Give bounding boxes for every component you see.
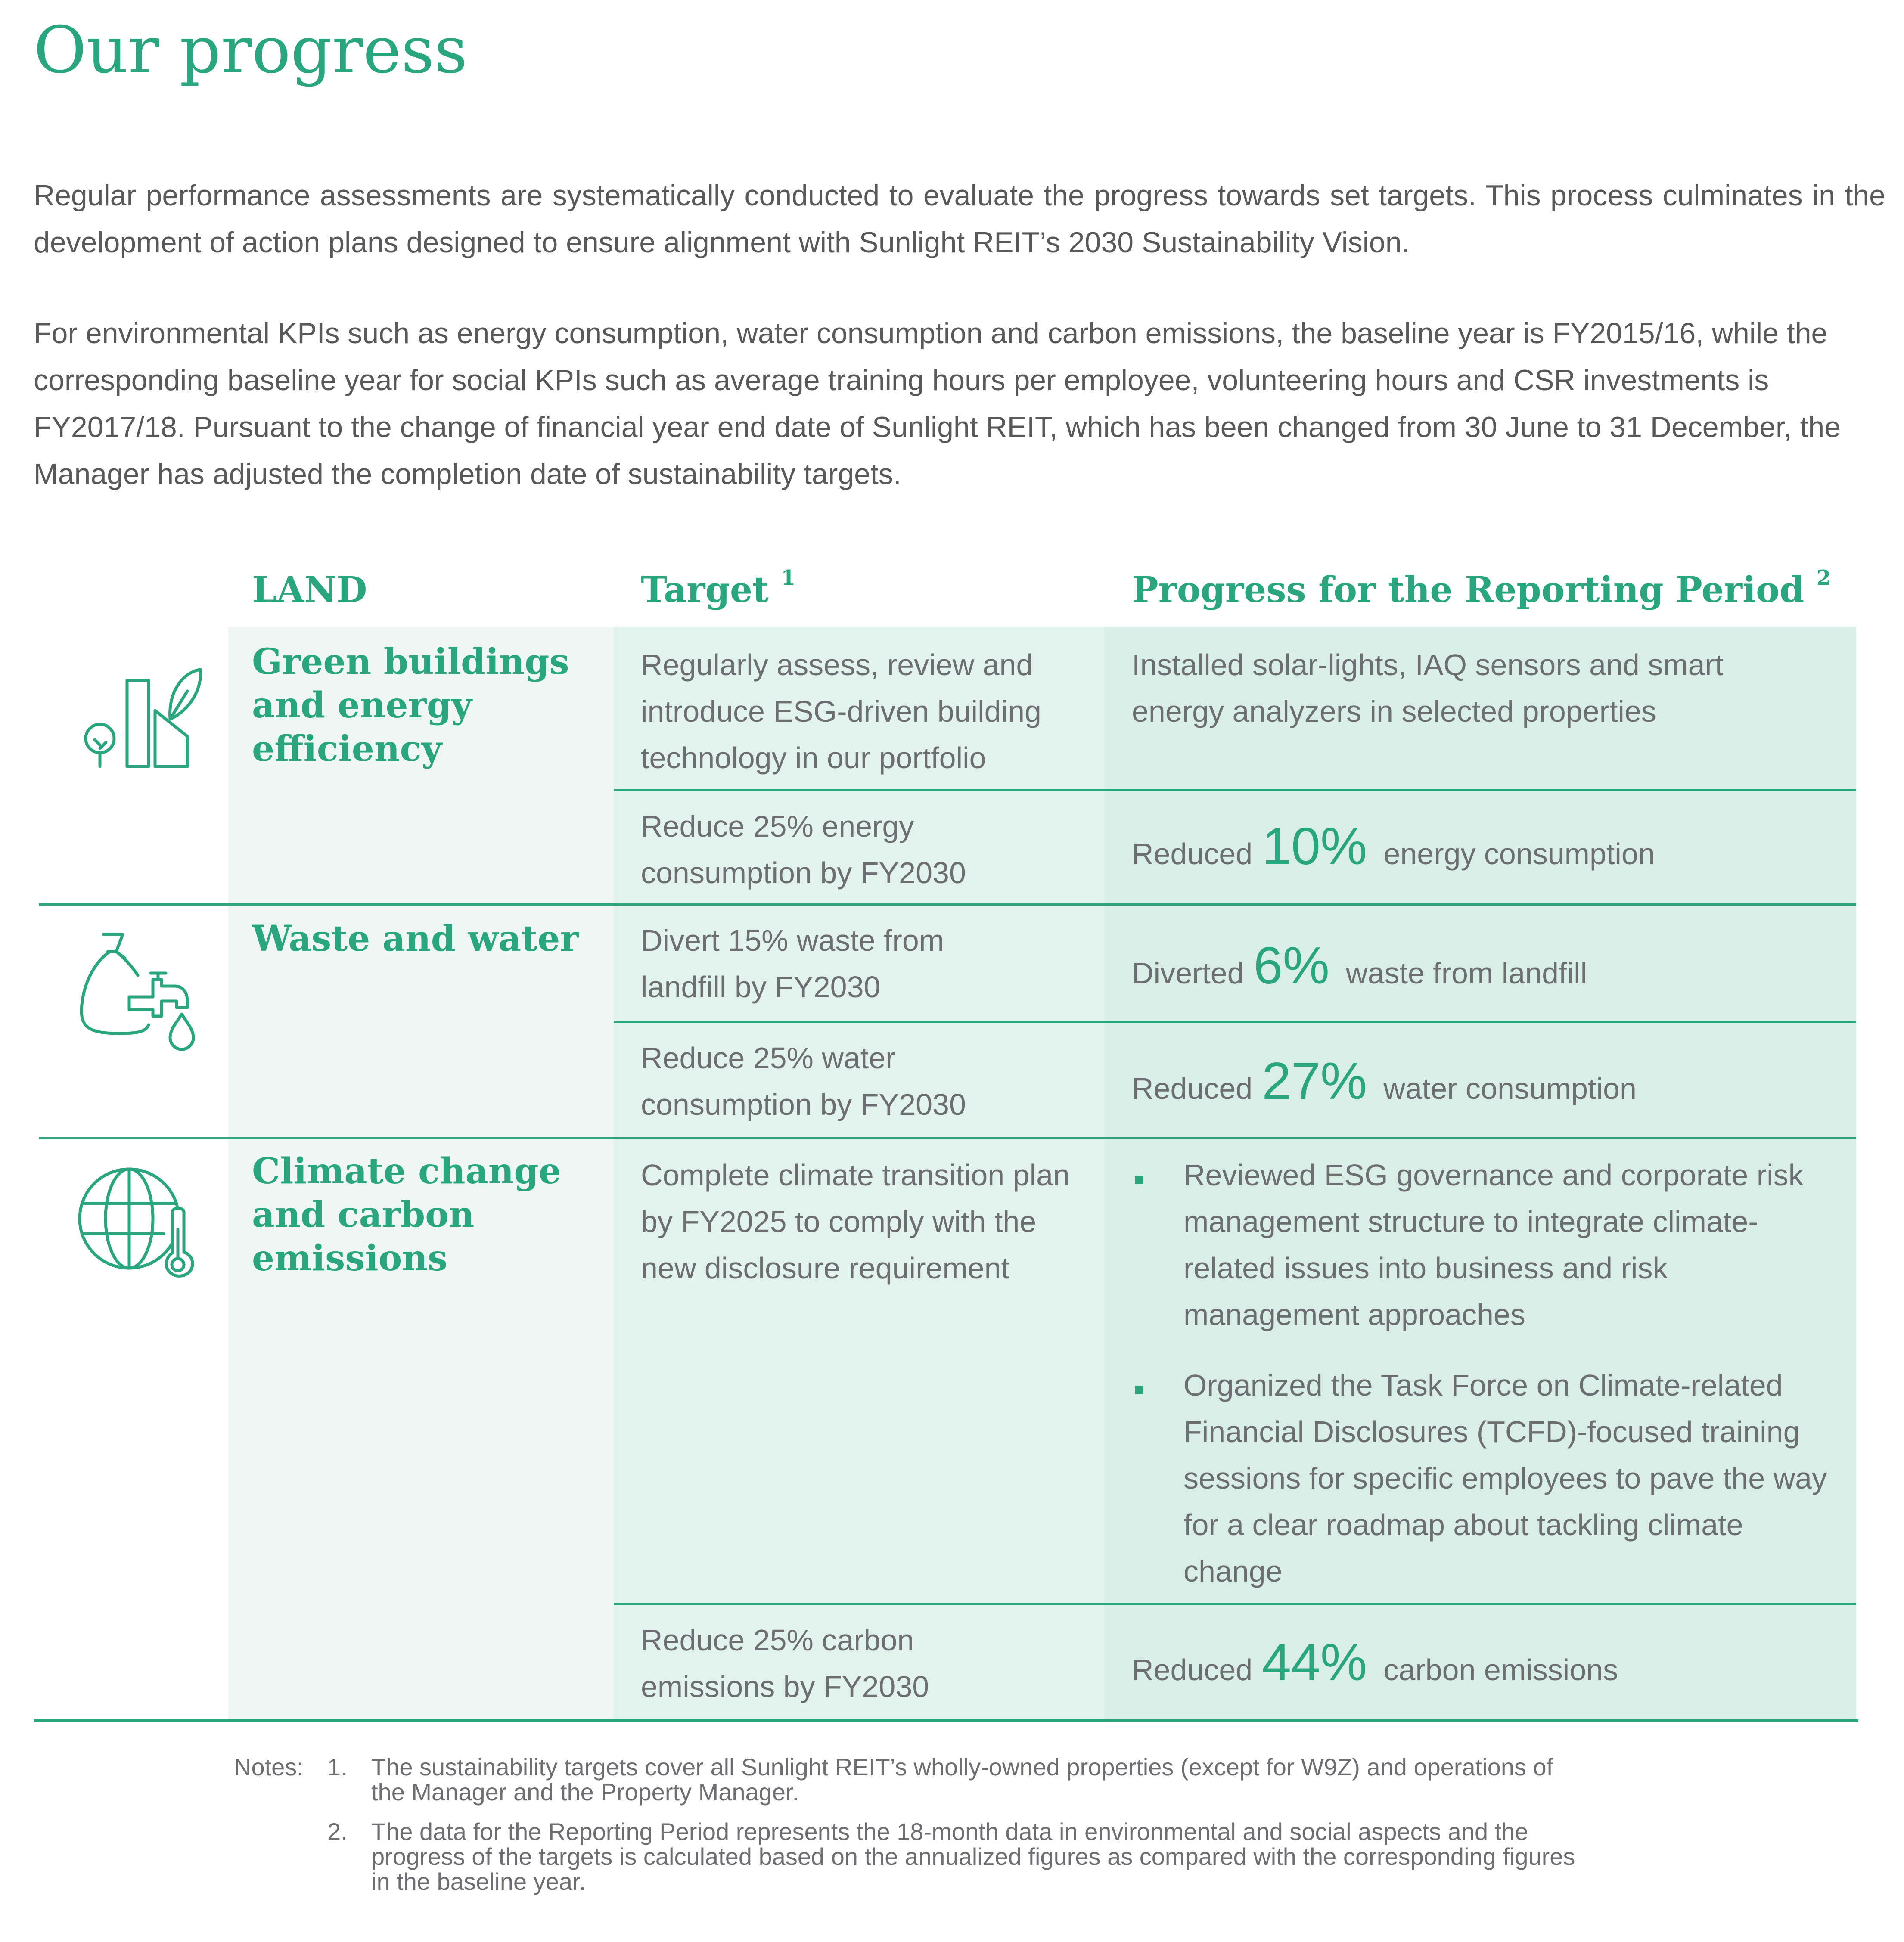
header-progress: Progress for the Reporting Period $^2$: [1132, 566, 1831, 611]
note-line: progress of the targets is calculated based on the annualized figures as compared with the corresponding figures: [371, 1843, 1575, 1870]
progress-bullet: Organized the Task Force on Climate-related Financial Disclosures (TCFD)-focused training sessions for specific employees to pave the way for a clear roadmap about tackling climate change: [1183, 1368, 1827, 1588]
note-1: [371, 1755, 1553, 1805]
category-waste-water: Waste and water: [252, 918, 579, 959]
note-line: in the baseline year.: [371, 1868, 586, 1895]
category-climate-change: Climate change and carbon emissions: [252, 1151, 561, 1279]
bullet-marker: [1135, 1176, 1143, 1184]
progress-cell: [1132, 1051, 1851, 1111]
target-cell: Regularly assess, review and introduce ESG-driven building technology in our portfolio: [641, 648, 1041, 775]
notes-label: Notes:: [234, 1753, 304, 1781]
note-number: 1.: [327, 1753, 348, 1781]
progress-cell: [1132, 816, 1851, 876]
progress-prefix: Reduced: [1132, 837, 1253, 871]
target-cell: Reduce 25% carbon emissions by FY2030: [641, 1623, 929, 1703]
header-target: Target $^1$: [641, 566, 795, 611]
green-building-icon: [78, 646, 207, 777]
progress-suffix: energy consumption: [1383, 837, 1655, 871]
intro-paragraph-2: For environmental KPIs such as energy consumption, water consumption and carbon emissions, the baseline year is FY2015/16, while the corresponding baseline year for social KPIs such as average training hours per employee, volunteering hours and CSR investments is FY2017/18. Pursuant to the change of financial year end date of Sunlight REIT, which has been changed from 30 June to 31 December, the Manager has adjusted the completion date of sustainability targets.: [34, 317, 1841, 490]
note-line: The sustainability targets cover all Sunlight REIT’s wholly-owned properties (except for W9Z) and operations of: [371, 1753, 1553, 1781]
row-divider: [614, 789, 1856, 791]
row-divider: [614, 1021, 1856, 1023]
note-2: [371, 1819, 1575, 1894]
section-divider: [39, 903, 1856, 906]
page-title: Our progress: [34, 13, 468, 88]
note-line: The data for the Reporting Period represents the 18-month data in environmental and social aspects and the: [371, 1818, 1528, 1845]
target-cell: Complete climate transition plan by FY2025 to comply with the new disclosure requirement: [641, 1158, 1070, 1285]
progress-cell: Installed solar-lights, IAQ sensors and smart energy analyzers in selected properties: [1132, 648, 1724, 728]
row-divider: [614, 1603, 1856, 1605]
note-line: the Manager and the Property Manager.: [371, 1778, 799, 1806]
progress-suffix: waste from landfill: [1345, 956, 1587, 990]
target-cell: Divert 15% waste from landfill by FY2030: [641, 924, 944, 1004]
progress-prefix: Reduced: [1132, 1072, 1253, 1105]
waste-water-icon: [73, 926, 207, 1057]
target-cell: Reduce 25% water consumption by FY2030: [641, 1041, 966, 1121]
progress-value: 10%: [1262, 817, 1367, 875]
progress-cell: [1132, 935, 1851, 996]
note-number: 2.: [327, 1818, 348, 1845]
progress-suffix: water consumption: [1383, 1072, 1637, 1105]
progress-bullet: Reviewed ESG governance and corporate risk management structure to integrate climate-related issues into business and risk management approaches: [1183, 1158, 1804, 1331]
intro-paragraph-1: Regular performance assessments are systematically conducted to evaluate the progress towards set targets. This process culminates in the development of action plans designed to ensure alignment with Sunlight REIT’s 2030 Sustainability Vision.: [34, 179, 1885, 259]
progress-prefix: Reduced: [1132, 1653, 1253, 1687]
progress-value: 6%: [1253, 936, 1329, 995]
progress-value: 27%: [1262, 1052, 1367, 1110]
section-divider: [39, 1137, 1856, 1139]
target-cell: Reduce 25% energy consumption by FY2030: [641, 810, 966, 890]
table-bottom-rule: [34, 1719, 1858, 1722]
globe-thermometer-icon: [75, 1165, 209, 1287]
header-category: LAND: [252, 569, 367, 611]
progress-prefix: Diverted: [1132, 956, 1244, 990]
progress-value: 44%: [1262, 1633, 1367, 1691]
progress-suffix: carbon emissions: [1383, 1653, 1618, 1687]
progress-cell: [1132, 1632, 1851, 1692]
category-green-buildings: Green buildings and energy efficiency: [252, 641, 569, 769]
bullet-marker: [1135, 1386, 1143, 1394]
